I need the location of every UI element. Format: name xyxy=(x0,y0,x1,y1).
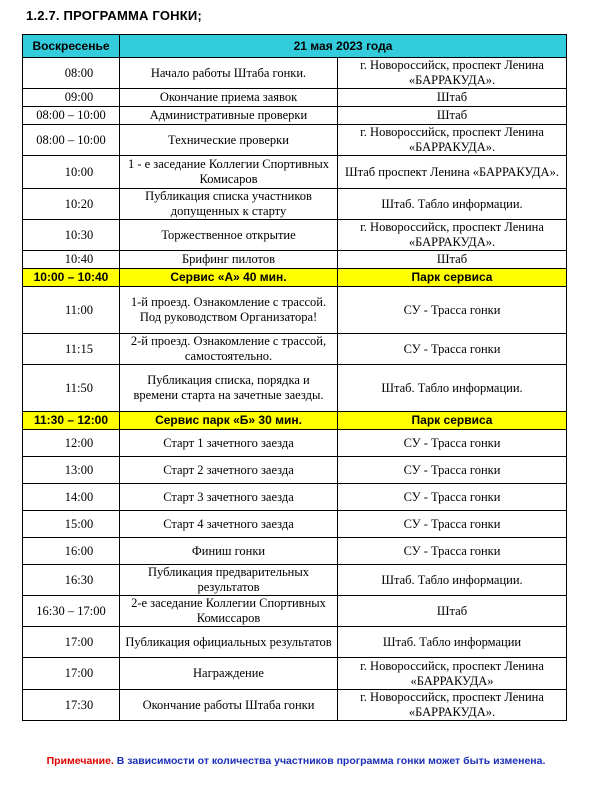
event-cell: Начало работы Штаба гонки. xyxy=(120,58,338,89)
time-cell: 11:00 xyxy=(23,287,120,334)
time-cell: 11:50 xyxy=(23,365,120,412)
time-cell: 09:00 xyxy=(23,89,120,107)
time-cell: 10:20 xyxy=(23,189,120,220)
event-cell: Публикация предварительных результатов xyxy=(120,565,338,596)
place-cell: СУ - Трасса гонки xyxy=(338,538,567,565)
event-cell: Награждение xyxy=(120,658,338,690)
place-cell: СУ - Трасса гонки xyxy=(338,430,567,457)
table-row xyxy=(23,365,567,412)
footnote xyxy=(30,754,562,769)
place-cell: г. Новороссийск, проспект Ленина «БАРРАКУДА» xyxy=(338,658,567,690)
event-cell: Административные проверки xyxy=(120,107,338,125)
event-cell: Старт 2 зачетного заезда xyxy=(120,457,338,484)
table-row xyxy=(23,511,567,538)
place-cell: Штаб. Табло информации xyxy=(338,627,567,658)
time-cell: 10:40 xyxy=(23,251,120,269)
place-cell: СУ - Трасса гонки xyxy=(338,334,567,365)
table-row xyxy=(23,484,567,511)
event-cell: Торжественное открытие xyxy=(120,220,338,251)
date-header: 21 мая 2023 года xyxy=(120,35,567,58)
time-cell: 17:00 xyxy=(23,658,120,690)
time-cell: 15:00 xyxy=(23,511,120,538)
time-cell: 16:30 – 17:00 xyxy=(23,596,120,627)
place-cell: Штаб xyxy=(338,107,567,125)
table-row xyxy=(23,658,567,690)
time-cell: 17:30 xyxy=(23,690,120,721)
place-cell: г. Новороссийск, проспект Ленина «БАРРАКУДА». xyxy=(338,220,567,251)
time-cell: 08:00 xyxy=(23,58,120,89)
place-cell: г. Новороссийск, проспект Ленина «БАРРАКУДА». xyxy=(338,690,567,721)
place-cell: СУ - Трасса гонки xyxy=(338,511,567,538)
place-cell: Штаб проспект Ленина «БАРРАКУДА». xyxy=(338,156,567,189)
time-cell: 11:30 – 12:00 xyxy=(23,412,120,430)
table-row xyxy=(23,457,567,484)
time-cell: 13:00 xyxy=(23,457,120,484)
event-cell: Публикация списка участников допущенных к старту xyxy=(120,189,338,220)
table-row xyxy=(23,596,567,627)
footnote-label: Примечание. xyxy=(46,755,114,767)
table-row xyxy=(23,565,567,596)
time-cell: 10:30 xyxy=(23,220,120,251)
table-row xyxy=(23,107,567,125)
footnote-text: В зависимости от количества участников программа гонки может быть изменена. xyxy=(116,755,546,767)
event-cell: Публикация списка, порядка и времени старта на зачетные заезды. xyxy=(120,365,338,412)
time-cell: 11:15 xyxy=(23,334,120,365)
time-cell: 10:00 – 10:40 xyxy=(23,269,120,287)
event-cell: Брифинг пилотов xyxy=(120,251,338,269)
event-cell: 2-е заседание Коллегии Спортивных Комиссаров xyxy=(120,596,338,627)
day-header: Воскресенье xyxy=(23,35,120,58)
table-row xyxy=(23,251,567,269)
time-cell: 08:00 – 10:00 xyxy=(23,125,120,156)
place-cell: г. Новороссийск, проспект Ленина «БАРРАКУДА». xyxy=(338,58,567,89)
place-cell: Штаб. Табло информации. xyxy=(338,189,567,220)
place-cell: г. Новороссийск, проспект Ленина «БАРРАКУДА». xyxy=(338,125,567,156)
place-cell: Штаб xyxy=(338,89,567,107)
event-cell: Финиш гонки xyxy=(120,538,338,565)
table-row xyxy=(23,334,567,365)
time-cell: 17:00 xyxy=(23,627,120,658)
event-cell: 2-й проезд. Ознакомление с трассой, самостоятельно. xyxy=(120,334,338,365)
place-cell: Штаб xyxy=(338,251,567,269)
place-cell: СУ - Трасса гонки xyxy=(338,484,567,511)
place-cell: Штаб. Табло информации. xyxy=(338,565,567,596)
table-row xyxy=(23,156,567,189)
place-cell: Парк сервиса xyxy=(338,269,567,287)
event-cell: Старт 3 зачетного заезда xyxy=(120,484,338,511)
time-cell: 12:00 xyxy=(23,430,120,457)
place-cell: СУ - Трасса гонки xyxy=(338,457,567,484)
time-cell: 10:00 xyxy=(23,156,120,189)
table-row xyxy=(23,430,567,457)
table-row xyxy=(23,189,567,220)
event-cell: Старт 4 зачетного заезда xyxy=(120,511,338,538)
table-row xyxy=(23,58,567,89)
event-cell: Окончание работы Штаба гонки xyxy=(120,690,338,721)
table-row xyxy=(23,538,567,565)
event-cell: 1 - е заседание Коллегии Спортивных Комисаров xyxy=(120,156,338,189)
time-cell: 16:30 xyxy=(23,565,120,596)
table-header-row xyxy=(23,35,567,58)
table-row xyxy=(23,287,567,334)
event-cell: Окончание приема заявок xyxy=(120,89,338,107)
event-cell: Публикация официальных результатов xyxy=(120,627,338,658)
table-row xyxy=(23,627,567,658)
table-row xyxy=(23,125,567,156)
place-cell: Парк сервиса xyxy=(338,412,567,430)
time-cell: 14:00 xyxy=(23,484,120,511)
place-cell: Штаб xyxy=(338,596,567,627)
place-cell: СУ - Трасса гонки xyxy=(338,287,567,334)
place-cell: Штаб. Табло информации. xyxy=(338,365,567,412)
time-cell: 16:00 xyxy=(23,538,120,565)
event-cell: Старт 1 зачетного заезда xyxy=(120,430,338,457)
event-cell: 1-й проезд. Ознакомление с трассой. Под руководством Организатора! xyxy=(120,287,338,334)
table-row-highlight xyxy=(23,269,567,287)
table-row xyxy=(23,690,567,721)
event-cell: Технические проверки xyxy=(120,125,338,156)
table-row xyxy=(23,220,567,251)
table-row xyxy=(23,89,567,107)
event-cell: Сервис «А» 40 мин. xyxy=(120,269,338,287)
time-cell: 08:00 – 10:00 xyxy=(23,107,120,125)
section-heading: 1.2.7. ПРОГРАММА ГОНКИ; xyxy=(26,8,202,23)
event-cell: Сервис парк «Б» 30 мин. xyxy=(120,412,338,430)
race-schedule-table xyxy=(22,34,567,721)
table-row-highlight xyxy=(23,412,567,430)
